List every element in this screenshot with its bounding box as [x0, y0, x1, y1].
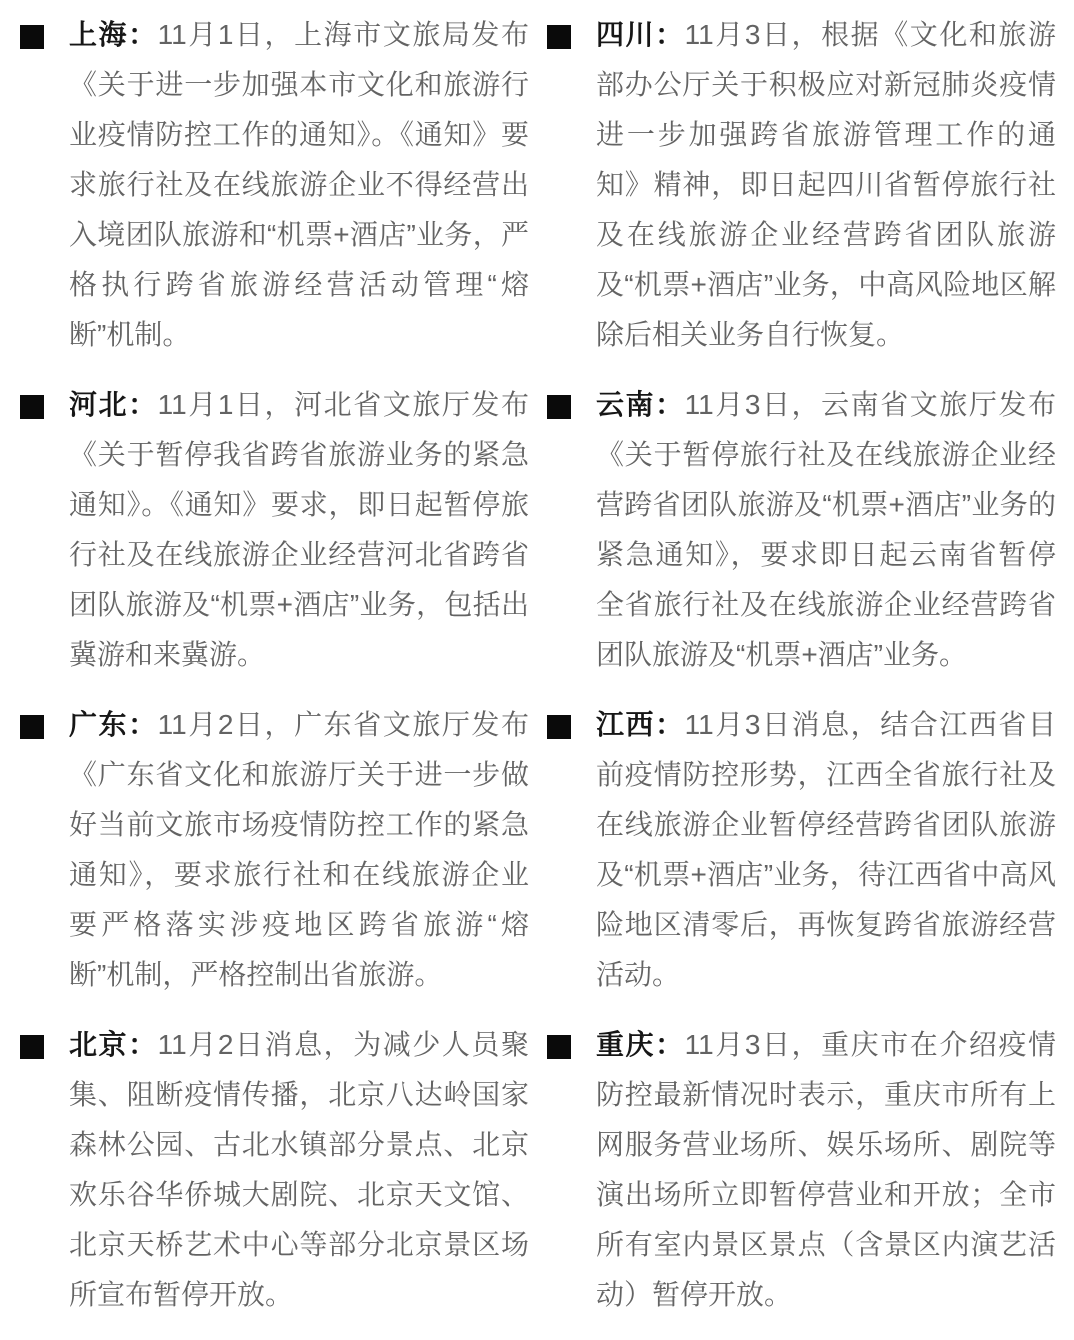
- square-bullet-icon: [547, 395, 571, 419]
- square-bullet-icon: [20, 715, 44, 739]
- region-label: 江西：: [596, 709, 685, 740]
- news-body-text: 11月1日，河北省文旅厅发布《关于暂停我省跨省旅游业务的紧急通知》。《通知》要求，即日起暂停旅行社及在线旅游企业经营河北省跨省团队旅游及“机票+酒店”业务，包括出冀游和来冀游。: [69, 389, 529, 670]
- left-column: [20, 10, 529, 1340]
- news-item-guangdong: [20, 700, 529, 1000]
- news-item-hebei: [20, 380, 529, 680]
- square-bullet-icon: [547, 25, 571, 49]
- news-text-block: [596, 700, 1056, 1000]
- news-body-text: 11月3日，重庆市在介绍疫情防控最新情况时表示，重庆市所有上网服务营业场所、娱乐场所、剧院等演出场所立即暂停营业和开放；全市所有室内景区景点（含景区内演艺活动）暂停开放。: [596, 1029, 1056, 1310]
- news-text-block: [69, 700, 529, 1000]
- news-text-block: [596, 10, 1056, 360]
- news-text-block: [596, 380, 1056, 680]
- region-label: 四川：: [596, 19, 685, 50]
- region-label: 重庆：: [596, 1029, 685, 1060]
- region-label: 云南：: [596, 389, 685, 420]
- news-body-text: 11月3日消息，结合江西省目前疫情防控形势，江西全省旅行社及在线旅游企业暂停经营跨省团队旅游及“机票+酒店”业务，待江西省中高风险地区清零后，再恢复跨省旅游经营活动。: [596, 709, 1056, 990]
- news-body-text: 11月2日，广东省文旅厅发布《广东省文化和旅游厅关于进一步做好当前文旅市场疫情防控工作的紧急通知》，要求旅行社和在线旅游企业要严格落实涉疫地区跨省旅游“熔断”机制，严格控制出省旅游。: [69, 709, 529, 990]
- news-body-text: 11月3日，根据《文化和旅游部办公厅关于积极应对新冠肺炎疫情进一步加强跨省旅游管理工作的通知》精神，即日起四川省暂停旅行社及在线旅游企业经营跨省团队旅游及“机票+酒店”业务，中高风险地区解除后相关业务自行恢复。: [596, 19, 1056, 350]
- region-label: 广东：: [69, 709, 158, 740]
- news-item-yunnan: [547, 380, 1056, 680]
- news-item-shanghai: [20, 10, 529, 360]
- news-item-sichuan: [547, 10, 1056, 360]
- news-item-chongqing: [547, 1020, 1056, 1320]
- news-text-block: [69, 1020, 529, 1320]
- news-text-block: [69, 380, 529, 680]
- news-item-beijing: [20, 1020, 529, 1320]
- news-body-text: 11月1日，上海市文旅局发布《关于进一步加强本市文化和旅游行业疫情防控工作的通知》。《通知》要求旅行社及在线旅游企业不得经营出入境团队旅游和“机票+酒店”业务，严格执行跨省旅游经营活动管理“熔断”机制。: [69, 19, 529, 350]
- news-text-block: [69, 10, 529, 360]
- square-bullet-icon: [547, 1035, 571, 1059]
- news-text-block: [596, 1020, 1056, 1320]
- news-body-text: 11月3日，云南省文旅厅发布《关于暂停旅行社及在线旅游企业经营跨省团队旅游及“机票+酒店”业务的紧急通知》，要求即日起云南省暂停全省旅行社及在线旅游企业经营跨省团队旅游及“机票+酒店”业务。: [596, 389, 1056, 670]
- region-label: 上海：: [69, 19, 158, 50]
- square-bullet-icon: [20, 1035, 44, 1059]
- square-bullet-icon: [20, 395, 44, 419]
- region-label: 北京：: [69, 1029, 158, 1060]
- region-label: 河北：: [69, 389, 158, 420]
- news-item-jiangxi: [547, 700, 1056, 1000]
- right-column: [547, 10, 1056, 1340]
- square-bullet-icon: [547, 715, 571, 739]
- news-body-text: 11月2日消息，为减少人员聚集、阻断疫情传播，北京八达岭国家森林公园、古北水镇部分景点、北京欢乐谷华侨城大剧院、北京天文馆、北京天桥艺术中心等部分北京景区场所宣布暂停开放。: [69, 1029, 529, 1310]
- square-bullet-icon: [20, 25, 44, 49]
